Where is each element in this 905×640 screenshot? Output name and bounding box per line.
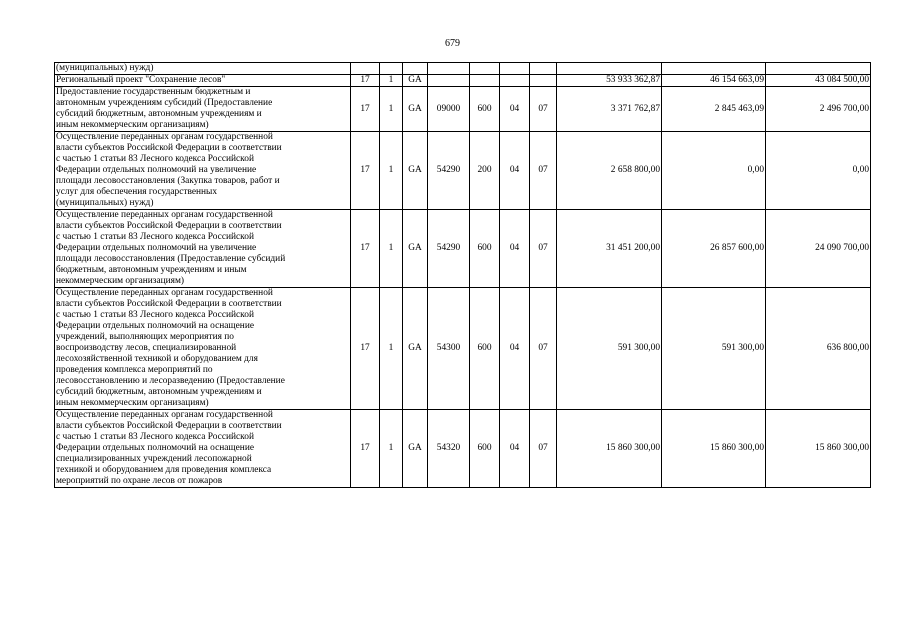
table-row	[55, 75, 871, 87]
cell-c2: 1	[380, 288, 403, 410]
cell-c6: 04	[500, 288, 530, 410]
row-name: Региональный проект "Сохранение лесов"	[55, 75, 351, 87]
cell-c3: GA	[403, 75, 428, 87]
cell-amount-1: 31 451 200,00	[557, 210, 662, 288]
cell-c1: 17	[351, 87, 380, 132]
cell-c2	[380, 63, 403, 75]
cell-c5: 600	[470, 410, 500, 488]
table-row	[55, 63, 871, 75]
cell-amount-1: 53 933 362,87	[557, 75, 662, 87]
cell-c5	[470, 63, 500, 75]
table-row	[55, 410, 871, 488]
row-name: Осуществление переданных органам государственной власти субъектов Российской Федерации в соответствии с частью 1 статьи 83 Лесного кодекса Российской Федерации отдельных полномочий на оснащение учреждений, выполняющих мероприятия по воспроизводству лесов, специализированной лесохозяйственной техникой и оборудованием для проведения комплекса мероприятий по лесовосстановлению и лесоразведению (Предоставление субсидий бюджетным, автономным учреждениям и иным некоммерческим организациям)	[55, 288, 351, 410]
cell-c6: 04	[500, 132, 530, 210]
cell-c2: 1	[380, 75, 403, 87]
cell-c7: 07	[530, 87, 557, 132]
cell-c2: 1	[380, 132, 403, 210]
cell-c4: 54320	[428, 410, 470, 488]
cell-c3: GA	[403, 288, 428, 410]
cell-c5	[470, 75, 500, 87]
cell-c1	[351, 63, 380, 75]
row-name: Осуществление переданных органам государственной власти субъектов Российской Федерации в соответствии с частью 1 статьи 83 Лесного кодекса Российской Федерации отдельных полномочий на увеличение площади лесовосстановления (Предоставление субсидий бюджетным, автономным учреждениям и иным некоммерческим организациям)	[55, 210, 351, 288]
cell-c6: 04	[500, 410, 530, 488]
cell-c7	[530, 63, 557, 75]
cell-amount-2	[662, 63, 766, 75]
cell-c2: 1	[380, 87, 403, 132]
cell-c3	[403, 63, 428, 75]
cell-c4	[428, 75, 470, 87]
cell-c4	[428, 63, 470, 75]
cell-c4: 54290	[428, 210, 470, 288]
cell-c4: 54290	[428, 132, 470, 210]
cell-c5: 600	[470, 210, 500, 288]
cell-c3: GA	[403, 132, 428, 210]
cell-c7: 07	[530, 210, 557, 288]
table-row	[55, 132, 871, 210]
row-name: (муниципальных) нужд)	[55, 63, 351, 75]
cell-amount-2: 46 154 663,09	[662, 75, 766, 87]
cell-c7	[530, 75, 557, 87]
cell-c1: 17	[351, 210, 380, 288]
cell-c2: 1	[380, 410, 403, 488]
cell-c2: 1	[380, 210, 403, 288]
row-name: Осуществление переданных органам государственной власти субъектов Российской Федерации в соответствии с частью 1 статьи 83 Лесного кодекса Российской Федерации отдельных полномочий на увеличение площади лесовосстановления (Закупка товаров, работ и услуг для обеспечения государственных (муниципальных) нужд)	[55, 132, 351, 210]
cell-c4: 09000	[428, 87, 470, 132]
cell-amount-1: 3 371 762,87	[557, 87, 662, 132]
cell-c6	[500, 63, 530, 75]
cell-amount-3: 24 090 700,00	[766, 210, 871, 288]
cell-c7: 07	[530, 132, 557, 210]
cell-c7: 07	[530, 288, 557, 410]
table-row	[55, 87, 871, 132]
table-row	[55, 288, 871, 410]
cell-amount-3: 15 860 300,00	[766, 410, 871, 488]
cell-amount-1: 591 300,00	[557, 288, 662, 410]
page-number: 679	[445, 38, 460, 49]
cell-amount-2: 0,00	[662, 132, 766, 210]
cell-c3: GA	[403, 87, 428, 132]
cell-amount-1	[557, 63, 662, 75]
cell-amount-3: 2 496 700,00	[766, 87, 871, 132]
cell-c6: 04	[500, 210, 530, 288]
table-body	[55, 63, 871, 488]
row-name: Осуществление переданных органам государственной власти субъектов Российской Федерации в соответствии с частью 1 статьи 83 Лесного кодекса Российской Федерации отдельных полномочий на оснащение специализированных учреждений лесопожарной техникой и оборудованием для проведения комплекса мероприятий по охране лесов от пожаров	[55, 410, 351, 488]
cell-amount-2: 591 300,00	[662, 288, 766, 410]
budget-table	[54, 62, 871, 488]
row-name: Предоставление государственным бюджетным и автономным учреждениям субсидий (Предоставление субсидий бюджетным, автономным учреждениям и иным некоммерческим организациям)	[55, 87, 351, 132]
cell-c3: GA	[403, 210, 428, 288]
table-row	[55, 210, 871, 288]
cell-amount-3	[766, 63, 871, 75]
cell-amount-2: 15 860 300,00	[662, 410, 766, 488]
cell-amount-3: 0,00	[766, 132, 871, 210]
cell-c3: GA	[403, 410, 428, 488]
cell-amount-1: 2 658 800,00	[557, 132, 662, 210]
cell-c7: 07	[530, 410, 557, 488]
cell-c4: 54300	[428, 288, 470, 410]
cell-c6: 04	[500, 87, 530, 132]
cell-c6	[500, 75, 530, 87]
cell-c5: 600	[470, 87, 500, 132]
cell-amount-3: 43 084 500,00	[766, 75, 871, 87]
cell-c1: 17	[351, 410, 380, 488]
cell-amount-2: 2 845 463,09	[662, 87, 766, 132]
cell-amount-1: 15 860 300,00	[557, 410, 662, 488]
cell-c1: 17	[351, 288, 380, 410]
cell-c1: 17	[351, 75, 380, 87]
cell-c5: 200	[470, 132, 500, 210]
cell-amount-3: 636 800,00	[766, 288, 871, 410]
cell-c1: 17	[351, 132, 380, 210]
cell-amount-2: 26 857 600,00	[662, 210, 766, 288]
cell-c5: 600	[470, 288, 500, 410]
